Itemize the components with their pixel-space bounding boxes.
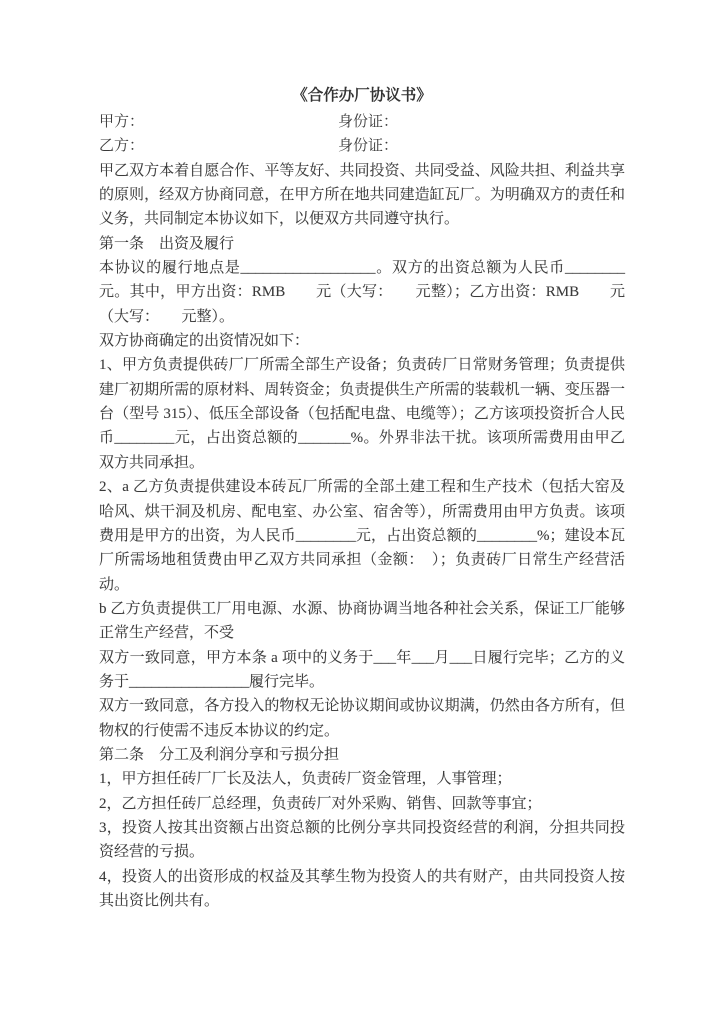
document-content [99, 84, 625, 913]
paragraph-item-1-party-a-duties: 1、甲方负责提供砖厂厂所需全部生产设备；负责砖厂日常财务管理；负责提供建厂初期所需的原材料、周转资金；负责提供生产所需的装载机一辆、变压器一台（型号 315）、低压全部设备（包括配电盘、电缆等）；乙方该项投资折合人民币________元，占出资总额的_______%。外界非法干扰。该项所需费用由甲乙双方共同承担。 [99, 357, 625, 471]
paragraph-role-party-b: 2，乙方担任砖厂总经理，负责砖厂对外采购、销售、回款等事宜； [99, 795, 542, 812]
party-row-jiafang [99, 110, 625, 134]
section-heading-article-1: 第一条 出资及履行 [99, 235, 235, 252]
document-title: 《合作办厂协议书》 [292, 87, 432, 104]
paragraph-item-2a-party-b-duties: 2、a 乙方负责提供建设本砖瓦厂所需的全部土建工程和生产技术（包括大窑及哈风、烘干洞及机房、配电室、办公室、宿舍等），所需费用由甲方负责。该项费用是甲方的出资，为人民币________元，占出资总额的________%；建设本瓦厂所需场地租赁费由甲乙双方共同承担（金额： ）；负责砖厂日常生产经营活动。 [99, 479, 625, 593]
paragraph-joint-property: 4，投资人的出资形成的权益及其孳生物为投资人的共有财产，由共同投资人按其出资比例共有。 [99, 868, 625, 909]
party-a-id-label: 身份证： [338, 114, 399, 130]
paragraph-role-party-a: 1，甲方担任砖厂厂长及法人，负责砖厂资金管理，人事管理； [99, 771, 512, 788]
party-b-label: 乙方： [99, 138, 145, 155]
party-b-id-label: 身份证： [338, 138, 399, 155]
party-a-label: 甲方： [99, 114, 145, 130]
paragraph-contribution-intro: 双方协商确定的出资情况如下： [99, 333, 310, 350]
paragraph-performance-place: 本协议的履行地点是__________________。双方的出资总额为人民币________元。其中，甲方出资：RMB 元（大写： 元整）；乙方出资：RMB 元（大写： 元整）。 [99, 260, 625, 325]
paragraph-property-rights: 双方一致同意，各方投入的物权无论协议期间或协议期满，仍然由各方所有，但物权的行使需不违反本协议的约定。 [99, 698, 625, 739]
paragraph-item-2b-party-b-duties: b 乙方负责提供工厂用电源、水源、协商协调当地各种社会关系，保证工厂能够正常生产经营，不受 [99, 600, 625, 642]
preamble-paragraph: 甲乙双方本着自愿合作、平等友好、共同投资、共同受益、风险共担、利益共享的原则，经双方协商同意，在甲方所在地共同建造缸瓦厂。为明确双方的责任和义务，共同制定本协议如下，以便双方共同遵守执行。 [99, 162, 625, 228]
paragraph-fulfillment-dates: 双方一致同意，甲方本条 a 项中的义务于___年___月___日履行完毕；乙方的义务于________________履行完毕。 [99, 649, 625, 690]
party-row-yifang [99, 134, 625, 158]
section-heading-article-2: 第二条 分工及利润分享和亏损分担 [99, 746, 340, 763]
paragraph-profit-sharing: 3，投资人按其出资额占出资总额的比例分享共同投资经营的利润，分担共同投资经营的亏损。 [99, 819, 625, 861]
